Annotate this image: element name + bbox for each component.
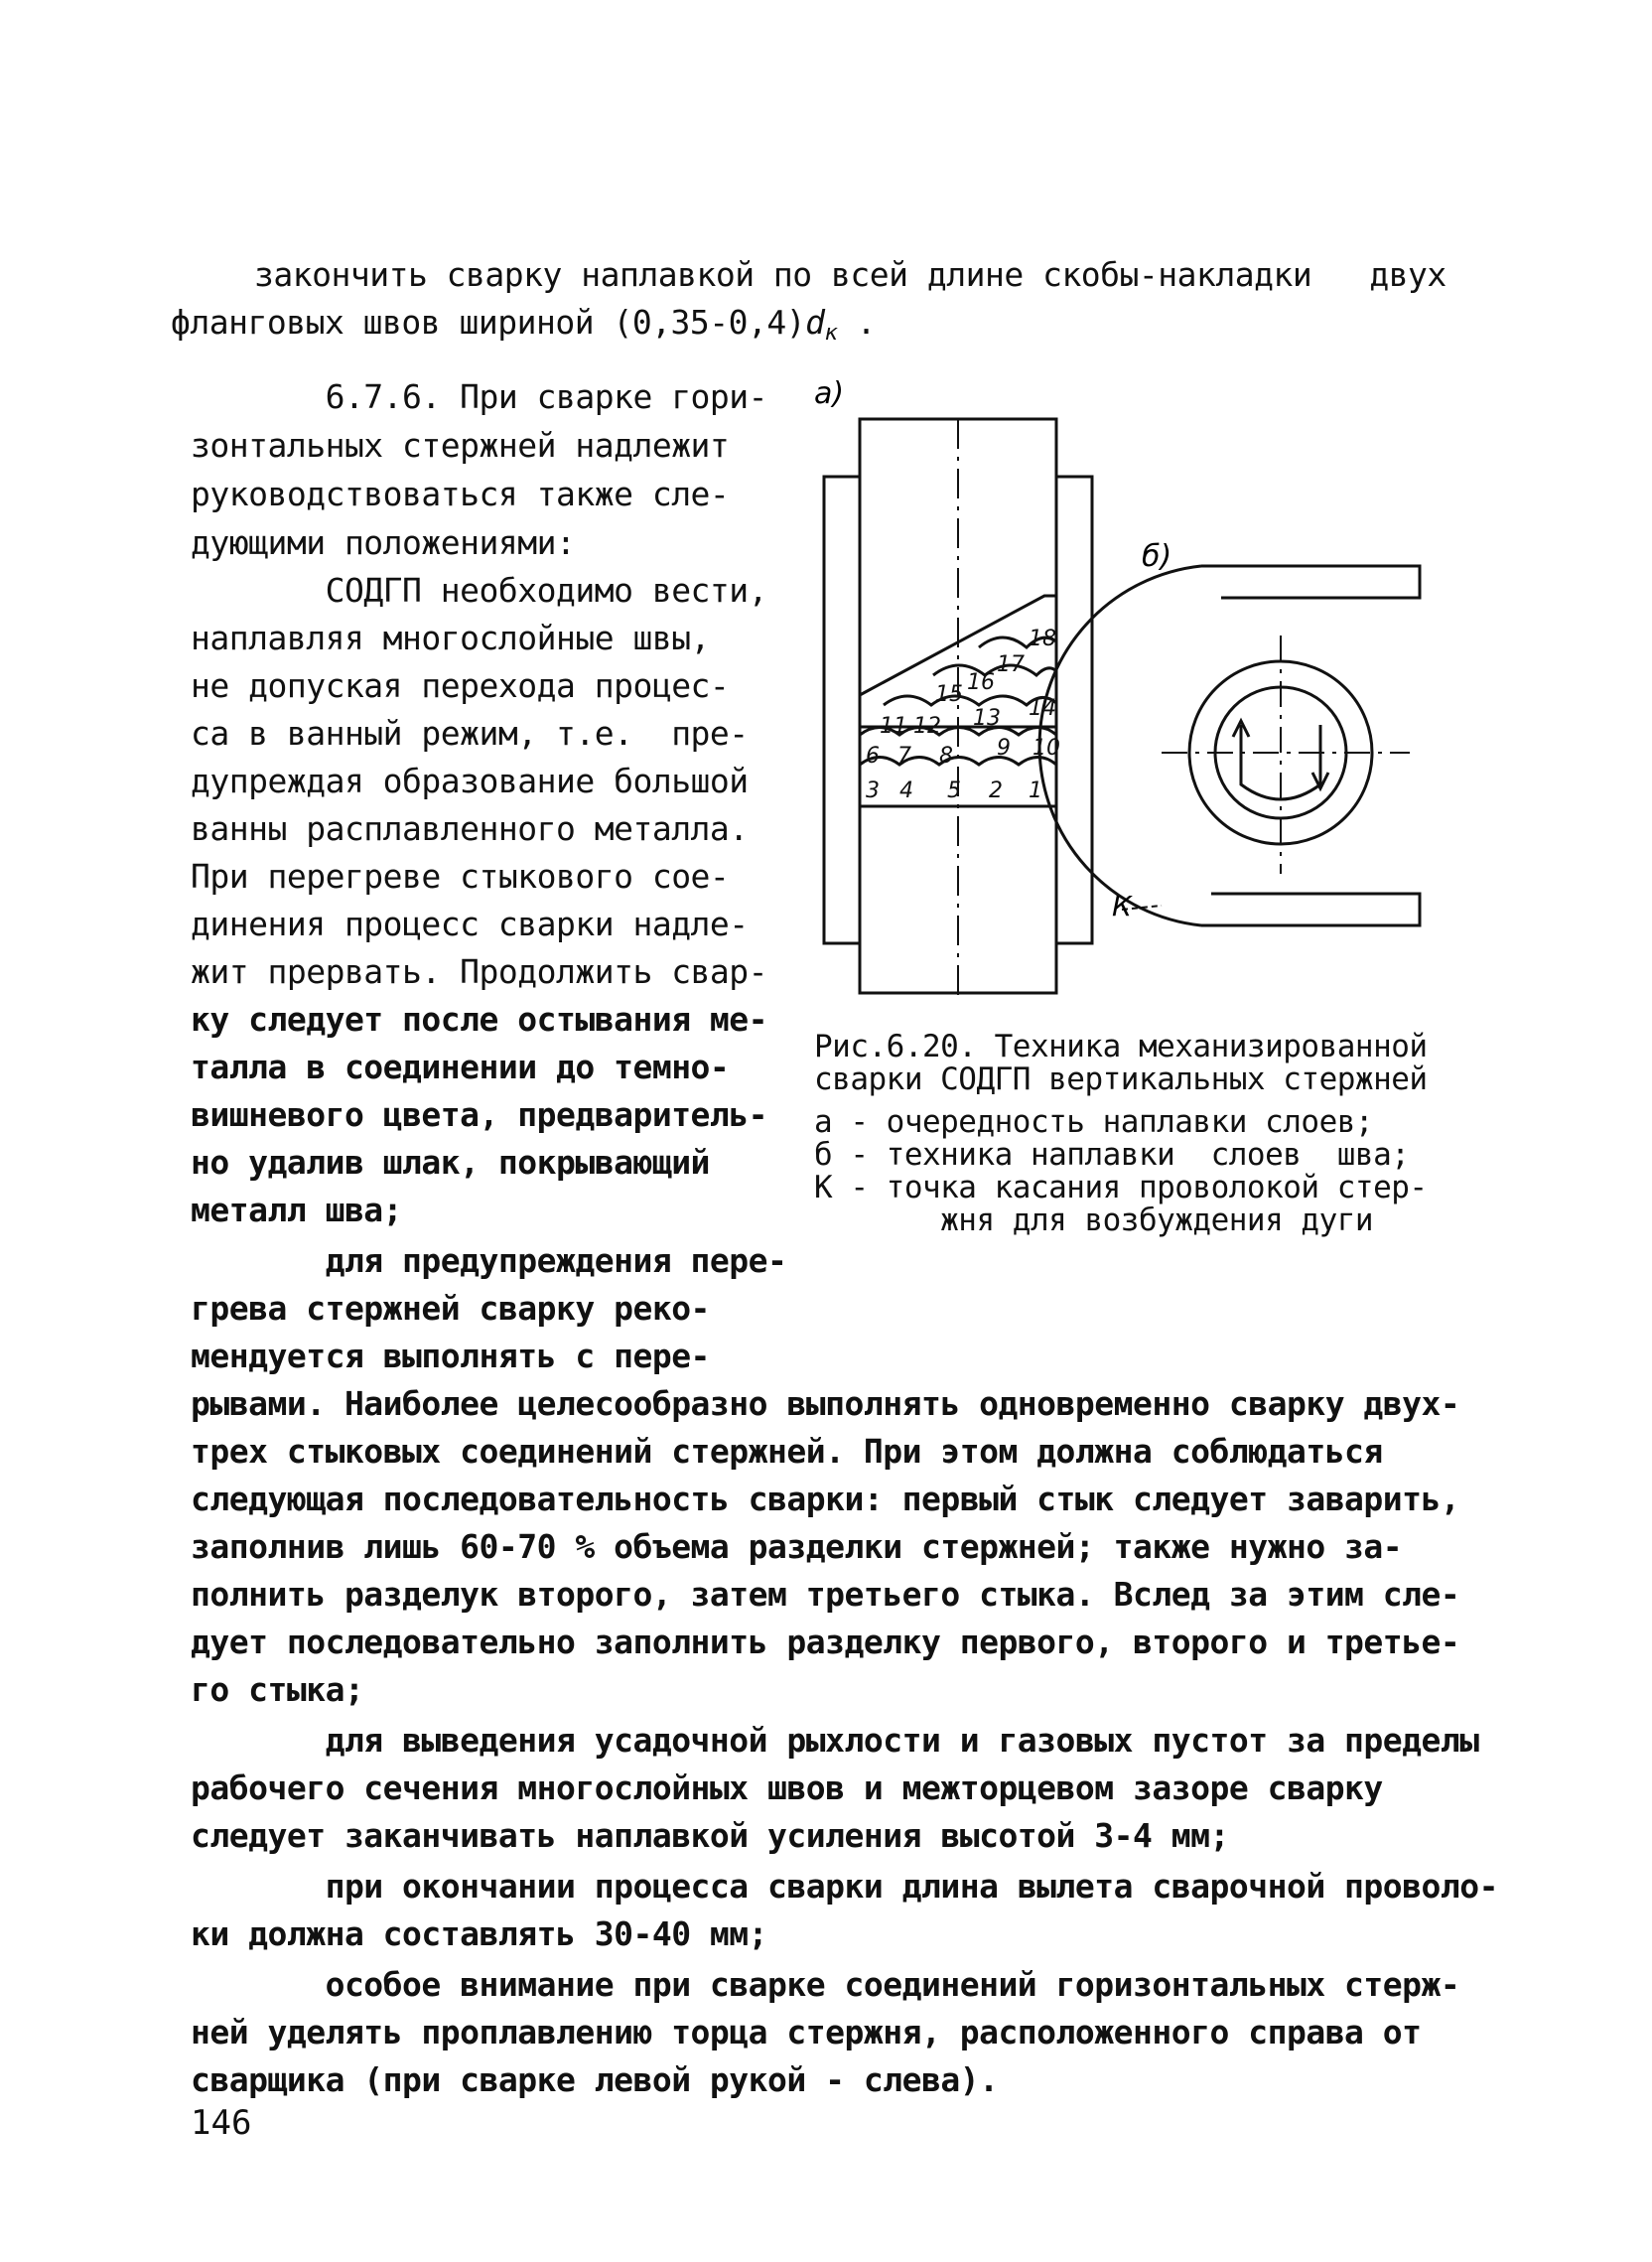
left-col-line: дупреждая образование большой [191, 762, 749, 800]
left-col-line: зонтальных стержней надлежит [191, 426, 730, 465]
left-col-line: руководствоваться также сле- [191, 475, 730, 513]
left-col-line: наплавляя многослойные швы, [191, 619, 710, 657]
layer-number: 7 [897, 744, 911, 769]
layer-number: 5 [947, 778, 961, 803]
layer-number: 16 [967, 670, 995, 695]
layer-number: 15 [935, 682, 963, 707]
left-col-line: талла в соединении до темно- [191, 1048, 730, 1086]
left-col-line: дующими положениями: [191, 523, 576, 562]
welding-figure [784, 367, 1499, 1023]
left-col-line: не допуская перехода процес- [191, 666, 730, 705]
layer-number: 4 [899, 778, 913, 803]
side-plate-right [1056, 477, 1092, 943]
intro-line-2-end: . [837, 303, 877, 342]
layer-number: 13 [973, 706, 1001, 731]
text-line: дует последовательно заполнить разделку первого, второго и третье- [191, 1623, 1460, 1661]
layer-number: 3 [866, 778, 880, 803]
layer-number: 6 [866, 744, 880, 769]
outer-ring [1039, 566, 1201, 925]
figure-caption [814, 1031, 1428, 1237]
left-col-line: но удалив шлак, покрывающий [191, 1143, 710, 1182]
bead-row [933, 665, 1056, 675]
layer-number: 14 [1029, 696, 1056, 721]
text-line: го стыка; [191, 1670, 364, 1709]
left-col-line: са в ванный режим, т.е. пре- [191, 714, 749, 753]
side-plate-left [824, 477, 860, 943]
left-col-line: вишневого цвета, предваритель- [191, 1095, 768, 1134]
layer-number: 10 [1032, 736, 1060, 761]
left-col-line: мендуется выполнять с пере- [191, 1337, 710, 1375]
layer-number: 11 [880, 714, 907, 739]
intro-line-2-text: фланговых швов шириной (0,35-0,4) [171, 303, 806, 342]
left-col-line: 6.7.6. При сварке гори- [191, 377, 768, 416]
left-col-line: грева стержней сварку реко- [191, 1289, 710, 1328]
diameter-subscript: к [824, 321, 838, 346]
wire-bottom [1201, 894, 1420, 925]
left-col-line: динения процесс сварки надле- [191, 905, 749, 943]
left-col-line: для предупреждения пере- [191, 1241, 787, 1280]
page-number: 146 [191, 2103, 252, 2143]
text-line: при окончании процесса сварки длина вылета сварочной проволо- [191, 1867, 1499, 1906]
label-a: а) [814, 376, 845, 411]
intro-line-2 [171, 298, 876, 357]
layer-number: 12 [913, 714, 941, 739]
caption-line: а - очередность наплавки слоев; [814, 1104, 1374, 1140]
caption-line: сварки СОДГП вертикальных стержней [814, 1061, 1428, 1097]
text-line: ней уделять проплавлению торца стержня, расположенного справа от [191, 2013, 1422, 2051]
text-line: рабочего сечения многослойных швов и межторцевом зазоре сварку [191, 1768, 1383, 1807]
text-line: рывами. Наиболее целесообразно выполнять одновременно сварку двух- [191, 1384, 1460, 1423]
bead-row [860, 758, 1056, 766]
text-line: следует заканчивать наплавкой усиления высотой 3-4 мм; [191, 1816, 1229, 1855]
label-k: К [1112, 890, 1132, 922]
layer-number: 9 [997, 736, 1011, 761]
layer-number: 8 [939, 744, 953, 769]
diameter-symbol: d [805, 303, 825, 342]
text-line: ки должна составлять 30-40 мм; [191, 1914, 768, 1953]
left-col-line: При перегреве стыкового сое- [191, 857, 730, 896]
wire-top [1201, 566, 1420, 598]
left-col-line: жит прервать. Продолжить свар- [191, 952, 768, 991]
caption-line: Рис.6.20. Техника механизированной [814, 1029, 1428, 1064]
text-line: следующая последовательность сварки: первый стык следует заварить, [191, 1480, 1460, 1518]
text-line: трех стыковых соединений стержней. При этом должна соблюдаться [191, 1432, 1383, 1471]
left-col-line: ку следует после остывания ме- [191, 1000, 768, 1039]
layer-number: 17 [997, 652, 1025, 677]
caption-line: К - точка касания проволокой стер- [814, 1170, 1428, 1205]
text-line: полнить разделук второго, затем третьего стыка. Вслед за этим сле- [191, 1575, 1460, 1614]
left-col-line: ванны расплавленного металла. [191, 809, 749, 848]
layer-number: 1 [1029, 778, 1042, 803]
layer-number: 2 [989, 778, 1003, 803]
intro-line-1: закончить сварку наплавкой по всей длине скобы-накладки двух [254, 255, 1446, 294]
layer-number: 18 [1029, 627, 1056, 651]
label-b: б) [1142, 539, 1172, 574]
caption-line: б - техника наплавки слоев шва; [814, 1137, 1410, 1173]
left-col-line: СОДГП необходимо вести, [191, 571, 768, 610]
left-col-line: металл шва; [191, 1191, 403, 1229]
text-line: для выведения усадочной рыхлости и газовых пустот за пределы [191, 1721, 1479, 1760]
text-line: сварщика (при сварке левой рукой - слева). [191, 2060, 999, 2099]
text-line: особое внимание при сварке соединений горизонтальных стерж- [191, 1965, 1460, 2004]
caption-line: жня для возбуждения дуги [814, 1202, 1374, 1238]
text-line: заполнив лишь 60-70 % объема разделки стержней; также нужно за- [191, 1527, 1403, 1566]
